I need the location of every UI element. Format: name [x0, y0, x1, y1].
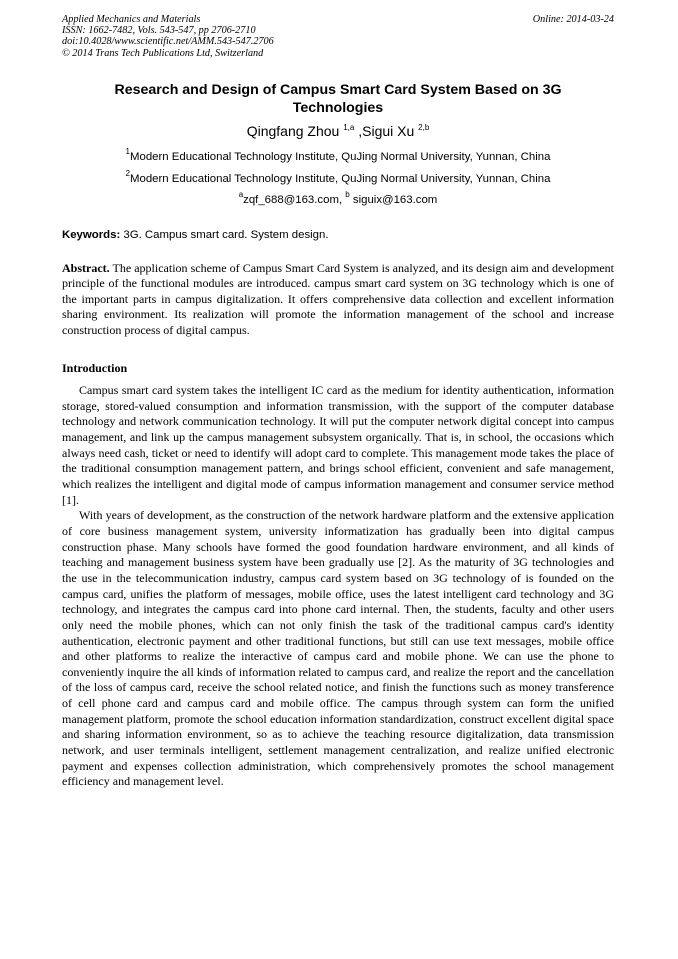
- title-line-2: Technologies: [292, 100, 384, 116]
- copyright-line: © 2014 Trans Tech Publications Ltd, Switzerland: [62, 47, 264, 59]
- email-address: siguix@163.com: [352, 194, 438, 206]
- abstract: [62, 261, 614, 338]
- abstract-label: Abstract.: [62, 261, 110, 275]
- affiliation-text: Modern Educational Technology Institute, QuJing Normal University, Yunnan, China: [130, 151, 551, 163]
- email-address: zqf_688@163.com,: [243, 194, 343, 206]
- doi-line: doi:10.4028/www.scientific.net/AMM.543-547.2706: [62, 36, 274, 48]
- affiliation-marker: 1: [125, 147, 130, 156]
- issn-line: ISSN: 1662-7482, Vols. 543-547, pp 2706-2710: [62, 25, 256, 37]
- title-line-1: Research and Design of Campus Smart Card System Based on 3G: [114, 82, 562, 98]
- author-emails: [62, 190, 614, 207]
- author-superscript: 2,b: [418, 123, 430, 132]
- affiliation: [62, 169, 614, 186]
- author-list: [62, 122, 614, 140]
- affiliation-text: Modern Educational Technology Institute, QuJing Normal University, Yunnan, China: [130, 173, 551, 185]
- journal-name: Applied Mechanics and Materials: [62, 14, 201, 25]
- author-name: Qingfang Zhou: [246, 123, 340, 139]
- keywords-label: Keywords:: [62, 229, 121, 241]
- email-marker: a: [238, 190, 244, 199]
- paper-title: [62, 81, 614, 117]
- author-name: Sigui Xu: [362, 123, 415, 139]
- section-heading: Introduction: [62, 361, 128, 375]
- introduction-body: [62, 383, 614, 790]
- keywords-text: 3G. Campus smart card. System design.: [123, 229, 329, 241]
- abstract-text: The application scheme of Campus Smart Card System is analyzed, and its design aim and development principle of the functional modules are introduced. campus smart card system on 3G technology which is one of the important parts in campus digitalization. It offers comprehensive data collection and excellent information sharing environment. Its realization will promote the information management of the school and increase construction process of digital campus.: [62, 261, 614, 337]
- keywords: [62, 228, 614, 242]
- running-header: [62, 14, 614, 59]
- affiliation: [62, 147, 614, 164]
- email-marker: b: [345, 190, 350, 199]
- author-superscript: 1,a: [343, 123, 355, 132]
- author-separator: ,: [354, 123, 363, 139]
- body-paragraph: With years of development, as the construction of the network hardware platform and the extensive application of core business management system, university informatization has gradually been into digital campus construction phase. Many schools have formed the good foundation hardware environment, and all kinds of teaching and management business system have been gradually use [2]. As the maturity of 3G technologies and the use in the telecommunication industry, campus card system based on 3G technology of is founded on the campus card, unifies the platform of messages, mobile office, uses the latest intelligent card technology and 3G technology, and integrates the campus card into phone card internal. Then, the students, faculty and other users only need the mobile phones, which can not only finish the task of the traditional campus card's identity authentication, electronic payment and other traditional functions, but still can use text messages, mobile office and other platforms to realize the interactive of campus card and mobile phone. We can use the phone to conveniently inquire the all kinds of information related to campus card, and realize the report and the cancellation of the loss of campus card, receive the school related notice, and finish the functions such as money transference of cell phone card and campus card and mobile office. The campus through system can form the unified management platform, promote the school education information standardization, construct excellent digital space and sharing information environment, so as to achieve the teaching resource digitalization, data transmission network, and user terminals intelligent, settlement management centralization, and realize unified electronic payment and expenses collection administration, which comprehensively promotes the school management efficiency and management level.: [62, 508, 614, 789]
- online-date: Online: 2014-03-24: [532, 14, 614, 25]
- body-paragraph: Campus smart card system takes the intelligent IC card as the medium for identity authentication, information storage, stored-valued consumption and information transmission, with the support of the computer database technology and network communication technology. It will put the computer network digital concept into campus management, and link up the campus management subsystem organically. That is, in school, the occasions which always need cash, ticket or need to identify will adopt card to complete. This management mode takes the place of the traditional consumption management pattern, and brings school efficient, convenient and safe management, which realizes the intelligent and digital mode of campus information management and consumer service method [1].: [62, 383, 614, 507]
- affiliation-marker: 2: [125, 169, 130, 178]
